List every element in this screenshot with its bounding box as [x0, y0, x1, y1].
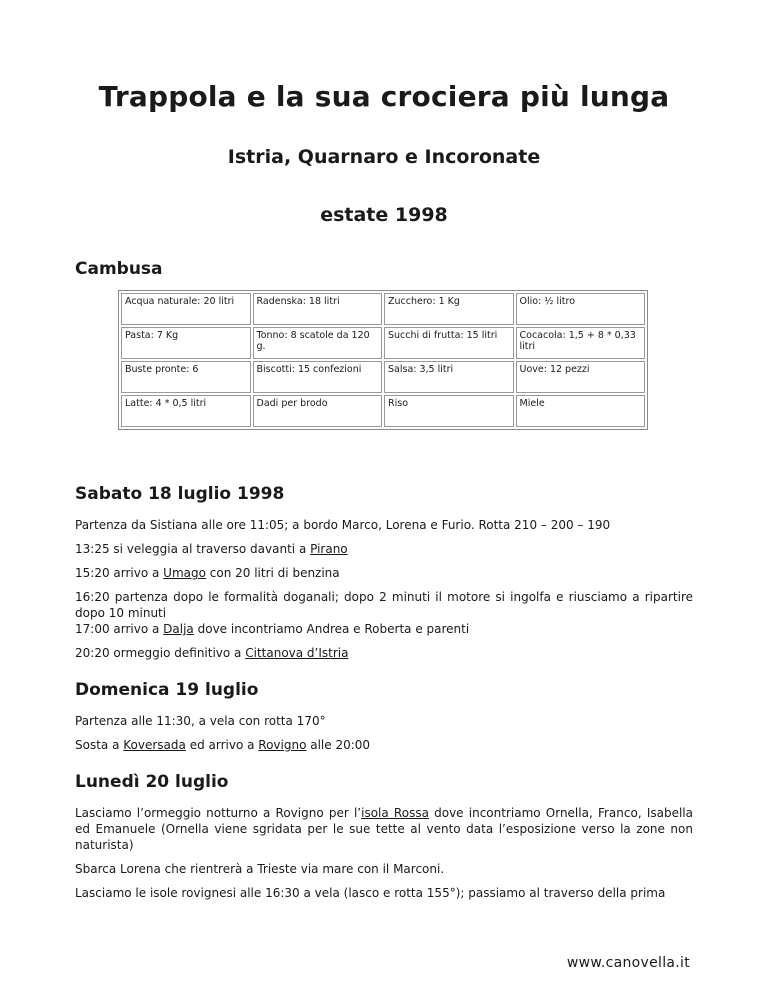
day3-paragraph: Sbarca Lorena che rientrerà a Trieste via mare con il Marconi.	[75, 862, 445, 876]
table-row	[121, 361, 645, 393]
text: con 20 litri di benzina	[205, 566, 340, 580]
text: dove incontriamo Ornella, Franco, Isabella ed Emanuele (Ornella viene sgridata per le sue tette al vento data l’esposizione verso la zone non naturista)	[75, 806, 693, 852]
document-subtitle: Istria, Quarnaro e Incoronate	[227, 146, 541, 168]
table-cell: Riso	[384, 395, 514, 427]
link-umago[interactable]: Umago	[163, 566, 206, 580]
link-koversada[interactable]: Koversada	[123, 738, 186, 752]
day3-heading: Lunedì 20 luglio	[75, 772, 229, 792]
text: 13:25 si veleggia al traverso davanti a	[75, 542, 311, 556]
link-pirano[interactable]: Pirano	[310, 542, 348, 556]
table-cell: Uove: 12 pezzi	[516, 361, 646, 393]
table-row	[121, 395, 645, 427]
table-cell: Olio: ½ litro	[516, 293, 646, 325]
table-cell: Latte: 4 * 0,5 litri	[121, 395, 251, 427]
day2-paragraph: Partenza alle 11:30, a vela con rotta 170°	[75, 714, 326, 728]
table-cell: Tonno: 8 scatole da 120 g.	[253, 327, 383, 359]
table-cell: Zucchero: 1 Kg	[384, 293, 514, 325]
text: 17:00 arrivo a	[75, 622, 164, 636]
text: Sosta a	[75, 738, 124, 752]
table-cell: Buste pronte: 6	[121, 361, 251, 393]
document-year: estate 1998	[320, 204, 448, 226]
cambusa-table	[118, 290, 648, 430]
table-cell: Radenska: 18 litri	[253, 293, 383, 325]
table-cell: Cocacola: 1,5 + 8 * 0,33 litri	[516, 327, 646, 359]
link-rovigno[interactable]: Rovigno	[258, 738, 307, 752]
document-title: Trappola e la sua crociera più lunga	[98, 80, 670, 113]
link-dalja[interactable]: Dalja	[163, 622, 194, 636]
footer-url: www.canovella.it	[566, 955, 690, 971]
link-cittanova[interactable]: Cittanova d’Istria	[245, 646, 349, 660]
table-cell: Succhi di frutta: 15 litri	[384, 327, 514, 359]
table-cell: Dadi per brodo	[253, 395, 383, 427]
day1-paragraph: 16:20 partenza dopo le formalità doganali; dopo 2 minuti il motore si ingolfa e riusciamo a ripartire dopo 10 minuti	[75, 590, 693, 620]
day1-paragraph	[75, 565, 693, 581]
day1-paragraph: Partenza da Sistiana alle ore 11:05; a bordo Marco, Lorena e Furio. Rotta 210 – 200 – 190	[75, 518, 611, 532]
text: 15:20 arrivo a	[75, 566, 164, 580]
day2-paragraph	[75, 737, 693, 753]
day1-paragraph	[75, 541, 693, 557]
day1-paragraph	[75, 621, 693, 637]
cambusa-heading: Cambusa	[75, 259, 163, 279]
table-cell: Miele	[516, 395, 646, 427]
day2-heading: Domenica 19 luglio	[75, 680, 259, 700]
day1-paragraph	[75, 645, 693, 661]
text: ed arrivo a	[185, 738, 259, 752]
text: dove incontriamo Andrea e Roberta e parenti	[193, 622, 470, 636]
table-row	[121, 327, 645, 359]
table-cell: Biscotti: 15 confezioni	[253, 361, 383, 393]
text: 20:20 ormeggio definitivo a	[75, 646, 246, 660]
table-cell: Acqua naturale: 20 litri	[121, 293, 251, 325]
day1-heading: Sabato 18 luglio 1998	[75, 484, 285, 504]
table-cell: Pasta: 7 Kg	[121, 327, 251, 359]
table-row	[121, 293, 645, 325]
day3-paragraph: Lasciamo le isole rovignesi alle 16:30 a vela (lasco e rotta 155°); passiamo al traverso della prima	[75, 886, 666, 900]
day3-paragraph	[75, 805, 693, 853]
text: alle 20:00	[306, 738, 371, 752]
table-cell: Salsa: 3,5 litri	[384, 361, 514, 393]
text: Lasciamo l’ormeggio notturno a Rovigno per l’	[75, 806, 362, 820]
link-isola-rossa[interactable]: isola Rossa	[361, 806, 429, 820]
